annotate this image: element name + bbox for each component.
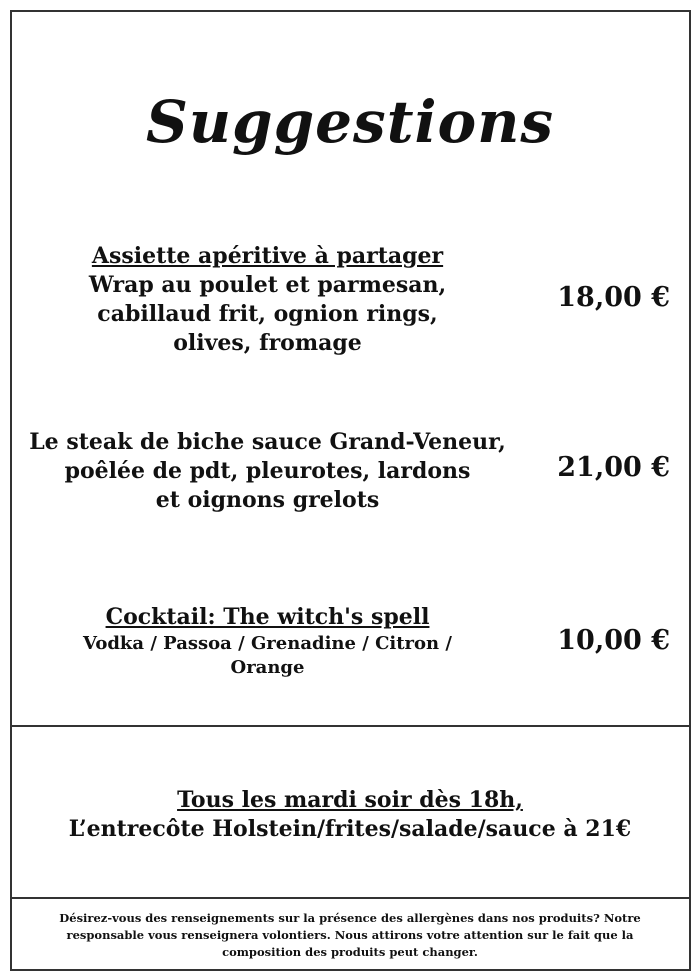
menu-item [0,242,535,358]
menu-item-price: 21,00 € [557,452,670,483]
menu-item-description-line: Orange [230,657,305,678]
menu-item-price: 10,00 € [557,625,670,656]
promo-text [0,786,700,844]
menu-item-heading: Assiette apéritive à partager [91,243,444,269]
menu-item-description-line: Wrap au poulet et parmesan, [88,272,447,298]
menu-item-description-line: Vodka / Passoa / Grenadine / Citron / [83,633,452,654]
menu-title: Suggestions [145,88,555,156]
allergen-notice-line: Désirez-vous des renseignements sur la présence des allergènes dans nos produits? Notre [59,911,641,925]
allergen-notice [30,910,670,961]
menu-item [0,602,535,680]
menu-item-description-line: Le steak de biche sauce Grand-Veneur, [29,429,506,455]
menu-item [0,428,535,515]
allergen-notice-line: responsable vous renseignera volontiers. Nous attirons votre attention sur le fait que la [66,928,634,942]
allergen-notice-line: composition des produits peut changer. [222,945,478,959]
promo-heading: Tous les mardi soir dès 18h, [177,787,523,813]
menu-item-price: 18,00 € [557,282,670,313]
menu-item-heading: Cocktail: The witch's spell [105,604,430,630]
menu-item-description-line: et oignons grelots [155,487,380,513]
menu-item-description-line: cabillaud frit, ognion rings, [97,301,438,327]
menu-item-description-line: poêlée de pdt, pleurotes, lardons [64,458,471,484]
promo-line: L’entrecôte Holstein/frites/salade/sauce à 21€ [68,816,632,842]
menu-item-description-line: olives, fromage [173,330,362,356]
